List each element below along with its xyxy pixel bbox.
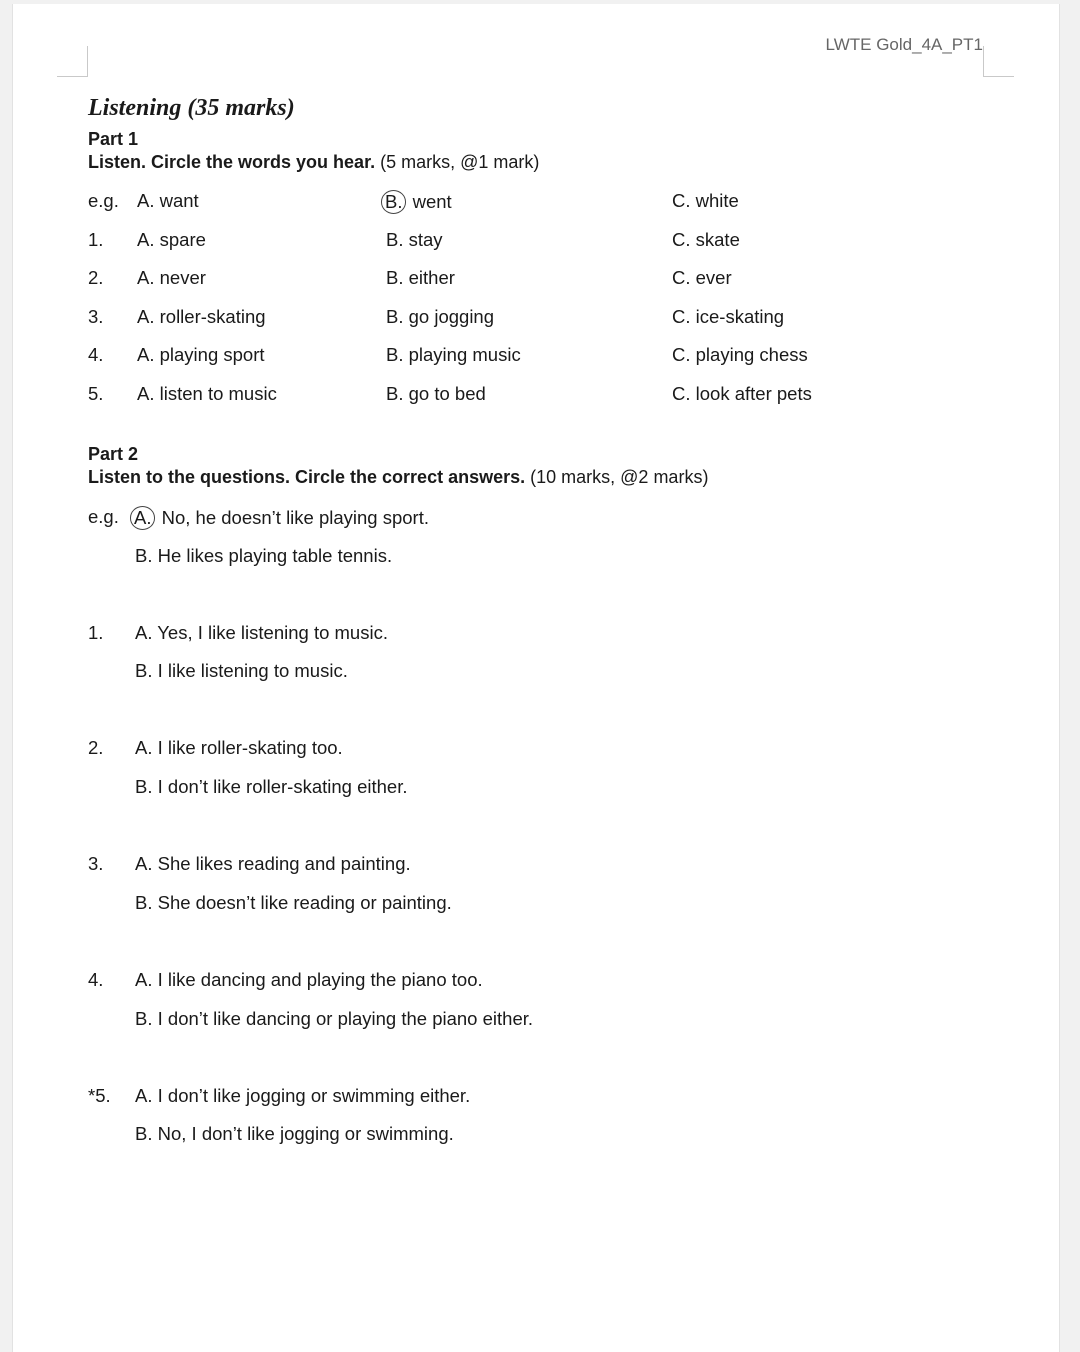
part1-row — [88, 306, 988, 332]
part2-item-a — [88, 853, 988, 879]
part1-instruction-marks: (5 marks, @1 mark) — [380, 152, 540, 172]
option-b: B. I don’t like dancing or playing the piano either. — [135, 1008, 534, 1029]
item-number: 2. — [88, 737, 104, 758]
option-a: A. Yes, I like listening to music. — [135, 622, 388, 643]
part1-instruction-main: Listen. Circle the words you hear. — [88, 152, 376, 172]
item-number: 4. — [88, 969, 104, 990]
option-a: A. never — [137, 267, 206, 288]
option-b: B. go jogging — [386, 306, 495, 327]
option-a: A. I like dancing and playing the piano too. — [135, 969, 483, 990]
part2-item-b — [88, 660, 988, 686]
part1-row-example — [88, 190, 988, 216]
item-number: 4. — [88, 344, 104, 365]
option-b: B. stay — [386, 229, 443, 250]
item-number: 3. — [88, 853, 104, 874]
option-a: A. I don’t like jogging or swimming either. — [135, 1085, 471, 1106]
section-title: Listening (35 marks) — [88, 95, 295, 121]
part2-item-b — [88, 1008, 988, 1034]
option-c: C. ever — [672, 267, 732, 288]
part1-row — [88, 267, 988, 293]
option-b-text: went — [407, 191, 452, 212]
option-a: A. playing sport — [137, 344, 265, 365]
part1-title: Part 1 — [88, 129, 139, 149]
page-corner-mark — [57, 46, 88, 77]
part2-instruction — [88, 467, 708, 488]
part2-instruction-marks: (10 marks, @2 marks) — [530, 467, 709, 487]
circled-answer: A. — [130, 506, 155, 530]
part2-example-a — [88, 506, 988, 532]
page-corner-mark — [983, 46, 1014, 77]
option-c: C. skate — [672, 229, 740, 250]
option-a: A. listen to music — [137, 383, 277, 404]
option-a: A. I like roller-skating too. — [135, 737, 343, 758]
part2-item-b — [88, 892, 988, 918]
part1-row — [88, 383, 988, 409]
item-number: e.g. — [88, 190, 119, 211]
option-b: B. No, I don’t like jogging or swimming. — [135, 1123, 454, 1144]
part2-item-a — [88, 622, 988, 648]
option-c: C. ice-skating — [672, 306, 785, 327]
part1-instruction — [88, 152, 539, 173]
part2-item-b — [88, 1123, 988, 1149]
worksheet-page — [12, 4, 1060, 1352]
option-b: B. He likes playing table tennis. — [135, 545, 393, 566]
option-a — [135, 506, 429, 530]
header-code: LWTE Gold_4A_PT1 — [825, 35, 983, 54]
option-a-text: No, he doesn’t like playing sport. — [156, 507, 429, 528]
option-b: B. I like listening to music. — [135, 660, 348, 681]
part2-item-a — [88, 969, 988, 995]
option-c: C. white — [672, 190, 739, 211]
part2-item-a — [88, 1085, 988, 1111]
item-number: 3. — [88, 306, 104, 327]
part2-item-a — [88, 737, 988, 763]
item-number: 2. — [88, 267, 104, 288]
option-c: C. playing chess — [672, 344, 808, 365]
part2-item-b — [88, 776, 988, 802]
option-b: B. I don’t like roller-skating either. — [135, 776, 408, 797]
option-b: B. either — [386, 267, 455, 288]
option-b — [386, 190, 452, 214]
item-number: 5. — [88, 383, 104, 404]
item-number: 1. — [88, 622, 104, 643]
option-a: A. want — [137, 190, 199, 211]
item-number: e.g. — [88, 506, 119, 527]
item-number: 1. — [88, 229, 104, 250]
option-a: A. spare — [137, 229, 206, 250]
part1-row — [88, 229, 988, 255]
part2-instruction-main: Listen to the questions. Circle the correct answers. — [88, 467, 526, 487]
part2-title: Part 2 — [88, 444, 139, 464]
circled-answer: B. — [381, 190, 406, 214]
option-a: A. She likes reading and painting. — [135, 853, 411, 874]
item-number: *5. — [88, 1085, 111, 1106]
option-b: B. playing music — [386, 344, 521, 365]
option-a: A. roller-skating — [137, 306, 266, 327]
option-c: C. look after pets — [672, 383, 812, 404]
part1-row — [88, 344, 988, 370]
option-b: B. She doesn’t like reading or painting. — [135, 892, 452, 913]
option-b: B. go to bed — [386, 383, 486, 404]
part2-example-b — [88, 545, 988, 571]
